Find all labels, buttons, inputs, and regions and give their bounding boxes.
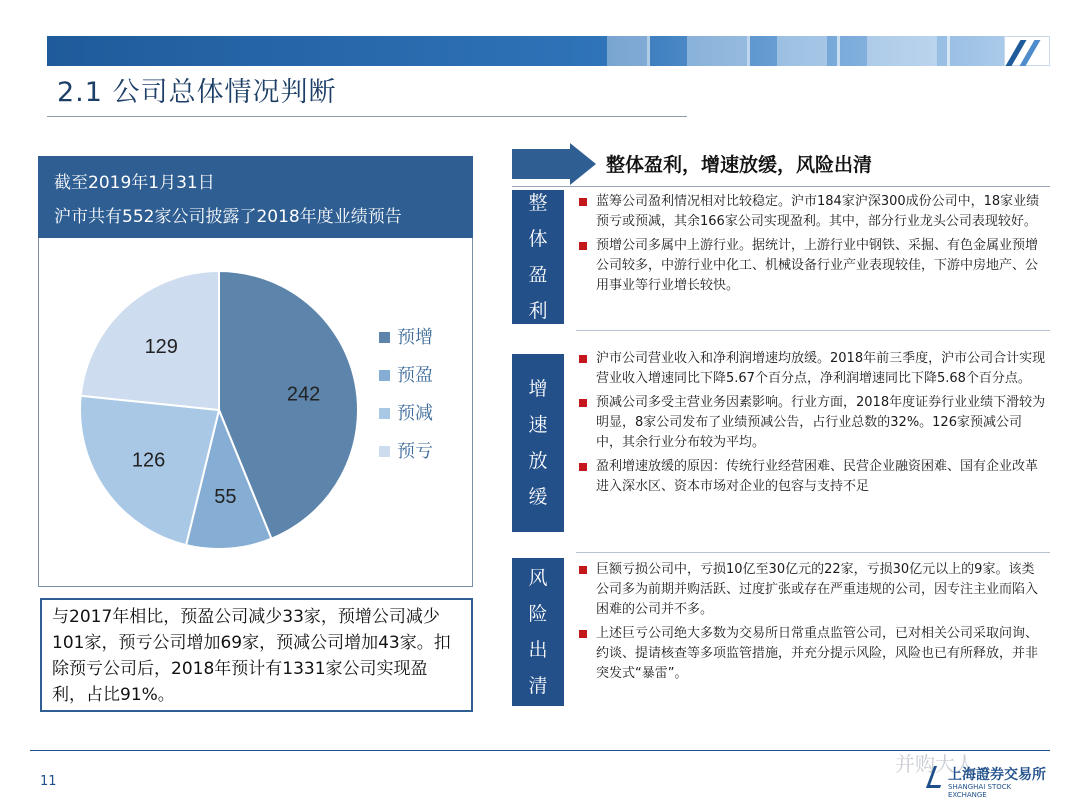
header-banner — [47, 36, 1050, 66]
section-label-char: 出 — [528, 639, 548, 661]
pie-value-label: 129 — [144, 336, 178, 359]
summary-box: 与2017年相比，预盈公司减少33家，预增公司减少101家，预亏公司增加69家，预减公司增加43家。扣除预亏公司后，2018年预计有1331家公司实现盈利，占比91%。 — [40, 598, 473, 712]
pie-value-label: 55 — [214, 485, 237, 508]
legend-swatch — [379, 408, 390, 419]
section-label-char: 盈 — [528, 264, 548, 286]
bullet-item: 蓝筹公司盈利情况相对比较稳定。沪市184家沪深300成份公司中，18家业绩预亏或预减，其余166家公司实现盈利。其中，部分行业龙头公司表现较好。 — [576, 192, 1046, 232]
bullet-item: 巨额亏损公司中，亏损10亿至30亿元的22家，亏损30亿元以上的9家。该类公司多为前期并购活跃、过度扩张或存在严重违规的公司，因专注主业而陷入困难的公司并不多。 — [576, 560, 1046, 620]
section-label-char: 整 — [528, 192, 548, 214]
bullet-item: 上述巨亏公司绝大多数为交易所日常重点监管公司，已对相关公司采取问询、约谈、提请核查等多项监管措施，并充分提示风险，风险也已有所释放，并非突发式“暴雷”。 — [576, 624, 1046, 684]
chart-panel — [38, 238, 473, 587]
legend-swatch — [379, 446, 390, 457]
section-label-risk-clearing — [512, 558, 564, 706]
legend-swatch — [379, 332, 390, 343]
exchange-name-en: SHANGHAI STOCK EXCHANGE — [948, 783, 1012, 799]
section-label-growth-slowdown — [512, 354, 564, 532]
section-label-char: 速 — [528, 414, 548, 436]
legend-label: 预亏 — [397, 441, 433, 462]
section-bullets-growth-slowdown — [576, 349, 1046, 501]
watermark: 并购大人 — [895, 752, 975, 776]
title-divider — [47, 116, 687, 117]
page-number: 11 — [40, 774, 57, 789]
left-header-subtitle: 沪市共有552家公司披露了2018年度业绩预告 — [54, 207, 402, 227]
legend-label: 预盈 — [397, 365, 433, 386]
section-divider — [576, 330, 1050, 331]
section-bullets-risk-clearing — [576, 560, 1046, 688]
right-title-divider — [512, 186, 1050, 187]
left-panel-header — [38, 156, 473, 238]
pie-chart — [39, 238, 474, 587]
right-panel-title: 整体盈利，增速放缓，风险出清 — [606, 154, 873, 176]
legend-swatch — [379, 370, 390, 381]
pie-value-label: 126 — [131, 449, 166, 472]
bullet-item: 预减公司多受主营业务因素影响。行业方面，2018年度证券行业业绩下滑较为明显，8家公司发布了业绩预减公告，占行业总数的32%。126家预减公司中，其余行业分布较为平均。 — [576, 393, 1046, 453]
section-label-char: 险 — [528, 603, 548, 625]
legend-label: 预增 — [397, 327, 433, 348]
banner-logo-icon — [1004, 36, 1050, 66]
section-label-char: 利 — [528, 300, 548, 322]
page-title: 2.1 公司总体情况判断 — [57, 77, 337, 108]
section-divider — [576, 552, 1050, 553]
left-header-date: 截至2019年1月31日 — [54, 173, 215, 193]
section-label-char: 放 — [528, 450, 548, 472]
pie-value-label: 242 — [286, 383, 321, 406]
legend-label: 预减 — [397, 403, 433, 424]
section-label-char: 缓 — [528, 486, 548, 508]
bullet-item: 盈利增速放缓的原因：传统行业经营困难、民营企业融资困难、国有企业改革进入深水区、资本市场对企业的包容与支持不足 — [576, 457, 1046, 497]
section-bullets-overall-profit — [576, 192, 1046, 300]
section-label-char: 体 — [528, 228, 548, 250]
exchange-mark-icon — [926, 766, 948, 788]
section-label-overall-profit — [512, 190, 564, 324]
exchange-name-cn: 上海證券交易所 — [948, 767, 1046, 783]
arrow-icon — [512, 143, 596, 185]
section-label-char: 增 — [528, 378, 548, 400]
section-label-char: 风 — [528, 567, 548, 589]
bullet-item: 预增公司多属中上游行业。据统计，上游行业中钢铁、采掘、有色金属业预增公司较多，中游行业中化工、机械设备行业产业表现较佳，下游中房地产、公用事业等行业增长较快。 — [576, 236, 1046, 296]
section-label-char: 清 — [528, 675, 548, 697]
bullet-item: 沪市公司营业收入和净利润增速均放缓。2018年前三季度，沪市公司合计实现营业收入增速同比下降5.67个百分点，净利润增速同比下降5.68个百分点。 — [576, 349, 1046, 389]
exchange-logo — [930, 764, 1050, 799]
